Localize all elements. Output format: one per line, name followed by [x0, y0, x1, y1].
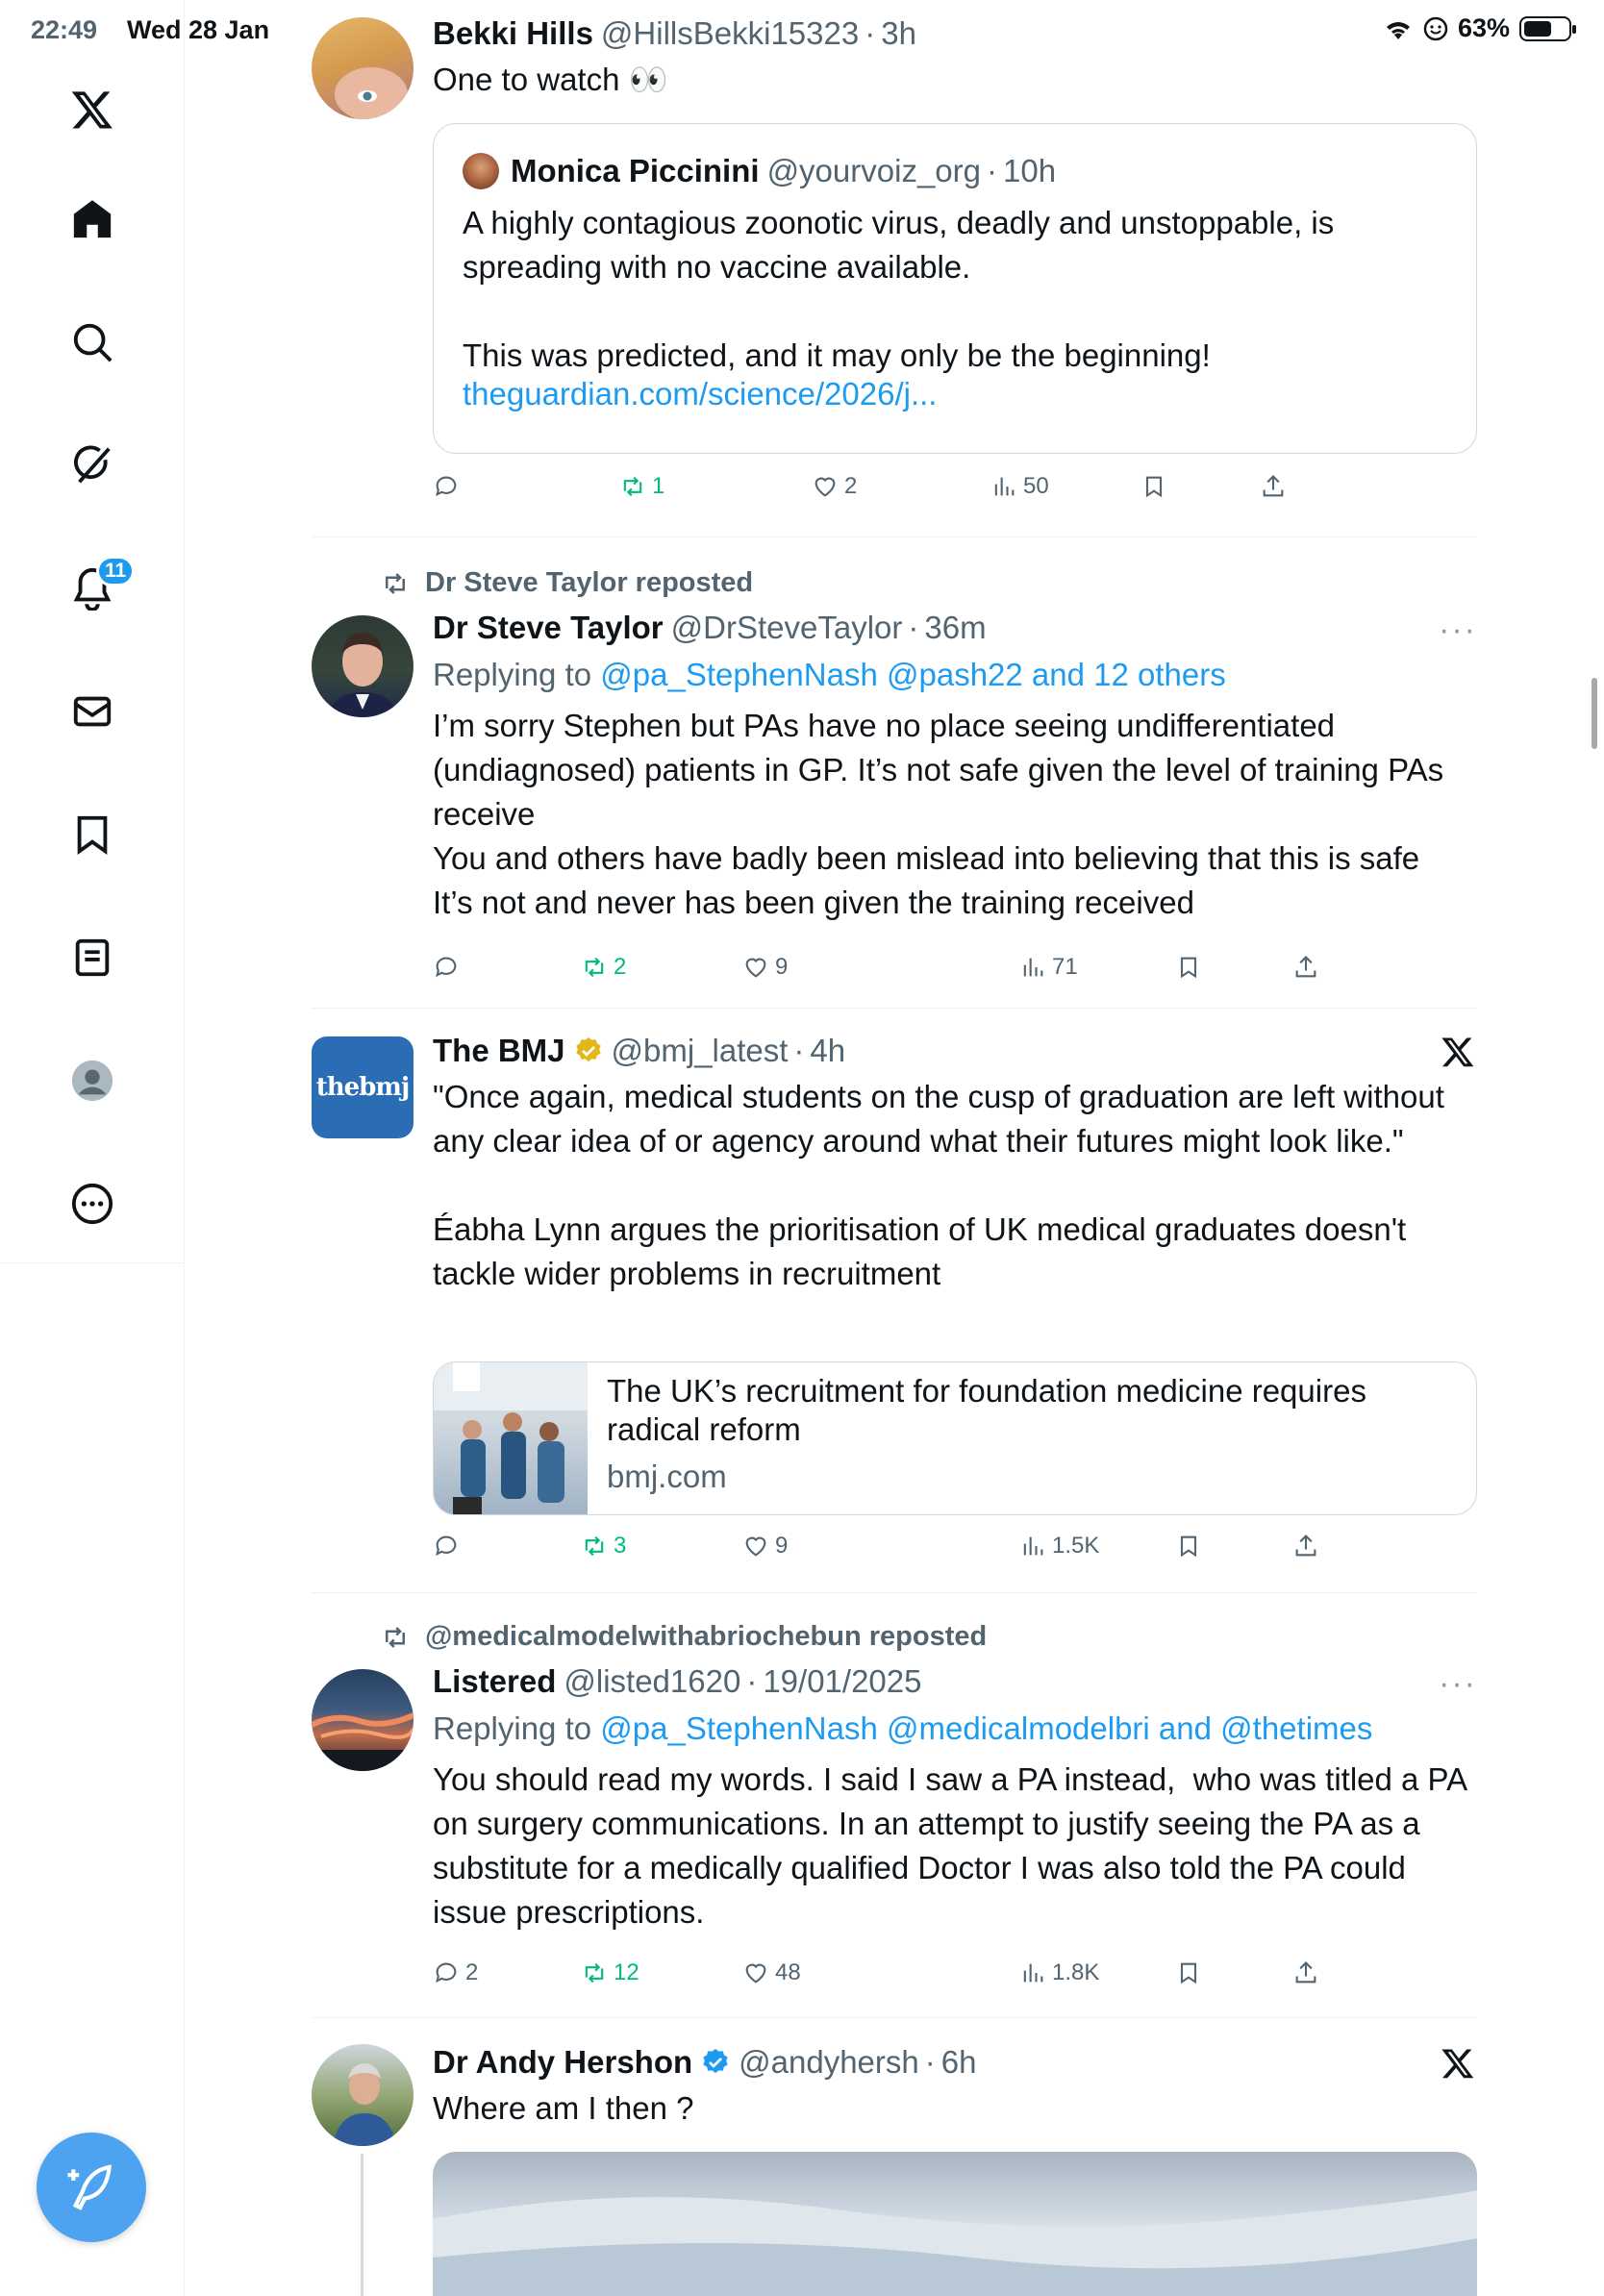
reply-button[interactable]: [433, 1959, 478, 1986]
view-count: 50: [1023, 473, 1049, 499]
repost-button[interactable]: [619, 473, 664, 500]
post-actions: [433, 1533, 1477, 1571]
x-logo-icon: [1441, 1035, 1475, 1069]
like-button[interactable]: [812, 473, 857, 500]
quoted-time: 10h: [1003, 153, 1057, 188]
views-chart-icon: [1019, 954, 1046, 981]
sidebar-divider: [0, 1262, 185, 1263]
author-name[interactable]: Bekki Hills: [433, 15, 593, 51]
bookmark-icon: [1175, 1959, 1202, 1986]
post-actions: [433, 473, 1477, 512]
bookmark-button[interactable]: [1175, 1533, 1202, 1560]
avatar[interactable]: [312, 2044, 414, 2146]
sidebar: [0, 0, 185, 2296]
heart-icon: [742, 1533, 769, 1560]
bookmark-button[interactable]: [1140, 473, 1167, 500]
separator-dot: ·: [793, 1033, 805, 1068]
gold-verified-badge-icon[interactable]: [573, 1036, 604, 1066]
battery-percent: 63%: [1457, 13, 1510, 42]
bookmark-button[interactable]: [1175, 954, 1202, 981]
share-icon: [1292, 1533, 1319, 1560]
link-card-domain: bmj.com: [607, 1459, 727, 1494]
share-button[interactable]: [1260, 473, 1287, 500]
author-name[interactable]: The BMJ: [433, 1033, 565, 1068]
views-button[interactable]: [990, 473, 1049, 500]
post-time[interactable]: 3h: [881, 15, 916, 51]
bookmark-icon: [1140, 473, 1167, 500]
post-time[interactable]: 19/01/2025: [763, 1663, 922, 1699]
date: Wed 28 Jan: [127, 15, 270, 44]
repost-count: 1: [652, 473, 665, 499]
separator-dot: ·: [908, 610, 919, 645]
repost-icon: [581, 1959, 608, 1986]
post-text: I’m sorry Stephen but PAs have no place seeing undifferentiated (undiagnosed) patients in GP. It’s not safe given the level of training PAs receive You and others have badly been mislead into believing that this is safe It’s not and never has been given the training received: [433, 708, 1444, 920]
link-card-title: The UK’s recruitment for foundation medicine requires radical reform: [607, 1373, 1366, 1447]
reply-icon: [433, 1533, 460, 1560]
reply-button[interactable]: [433, 473, 465, 500]
views-chart-icon: [1019, 1959, 1046, 1986]
home-icon[interactable]: [63, 190, 121, 248]
avatar[interactable]: [312, 1669, 414, 1771]
post-divider: [312, 1008, 1477, 1009]
separator-dot: ·: [924, 2044, 936, 2080]
post-divider: [312, 1592, 1477, 1593]
repost-indicator[interactable]: [381, 1621, 987, 1653]
repost-by: Dr Steve Taylor reposted: [425, 567, 754, 598]
avatar[interactable]: [312, 1036, 414, 1138]
more-options-button[interactable]: ···: [1439, 1665, 1477, 1702]
scrollbar[interactable]: [1591, 678, 1597, 749]
reply-icon: [433, 473, 460, 500]
quoted-link[interactable]: theguardian.com/science/2026/j...: [463, 376, 938, 412]
like-count: 9: [775, 954, 789, 980]
view-count: 1.8K: [1052, 1959, 1100, 1985]
link-card[interactable]: [433, 1361, 1477, 1515]
replying-to-prefix: Replying to: [433, 657, 592, 692]
compose-post-button[interactable]: [37, 2133, 146, 2242]
replying-to-handles[interactable]: @pa_StephenNash @pash22 and 12 others: [600, 657, 1226, 692]
quoted-author-name[interactable]: Monica Piccinini: [511, 153, 760, 188]
views-button[interactable]: [1019, 1959, 1099, 1986]
replying-to: [433, 654, 1477, 696]
separator-dot: ·: [746, 1663, 758, 1699]
clock: 22:49: [31, 15, 98, 44]
compose-feather-icon: [64, 2160, 118, 2214]
share-icon: [1260, 473, 1287, 500]
like-count: 2: [844, 473, 858, 499]
notifications-badge: 11: [96, 556, 135, 586]
post-media-image[interactable]: [433, 2152, 1477, 2296]
share-icon: [1292, 1959, 1319, 1986]
replying-to: [433, 1708, 1477, 1750]
post-actions: [433, 1959, 1477, 1998]
author-name[interactable]: Dr Andy Hershon: [433, 2044, 693, 2080]
reply-button[interactable]: [433, 1533, 465, 1560]
like-count: 9: [775, 1533, 789, 1559]
post-actions: [433, 954, 1477, 992]
author-handle[interactable]: @bmj_latest: [611, 1033, 789, 1068]
post-text: Where am I then ?: [433, 2090, 694, 2126]
reply-icon: [433, 1959, 460, 1986]
thread-line: [361, 2154, 363, 2296]
share-button[interactable]: [1292, 1533, 1319, 1560]
view-count: 1.5K: [1052, 1533, 1100, 1559]
more-options-button[interactable]: ···: [1439, 611, 1477, 648]
post-time[interactable]: 6h: [940, 2044, 977, 2080]
bookmarks-icon[interactable]: [63, 806, 121, 863]
author-handle[interactable]: @HillsBekki15323: [600, 15, 860, 51]
like-button[interactable]: [742, 1533, 788, 1560]
repost-button[interactable]: [581, 1533, 626, 1560]
repost-count: 3: [614, 1533, 627, 1559]
separator-dot: ·: [987, 153, 997, 188]
messages-icon[interactable]: [63, 683, 121, 740]
repost-icon: [381, 569, 410, 598]
repost-indicator[interactable]: [381, 567, 753, 599]
repost-button[interactable]: [581, 1959, 639, 1986]
views-chart-icon: [990, 473, 1017, 500]
bookmark-icon: [1175, 954, 1202, 981]
separator-dot: ·: [865, 15, 876, 51]
search-icon[interactable]: [63, 313, 121, 371]
author-handle[interactable]: @listed1620: [564, 1663, 741, 1699]
repost-icon: [581, 954, 608, 981]
like-count: 48: [775, 1959, 801, 1985]
share-icon: [1292, 954, 1319, 981]
bmj-logo-text: thebmj: [315, 1073, 410, 1102]
bookmark-button[interactable]: [1175, 1959, 1202, 1986]
heart-icon: [742, 1959, 769, 1986]
quoted-text: A highly contagious zoonotic virus, deadly and unstoppable, is spreading with no vaccine available. This was predicted, and it may only be the beginning!: [463, 205, 1335, 373]
views-chart-icon: [1019, 1533, 1046, 1560]
post-time[interactable]: 36m: [924, 610, 987, 645]
heart-icon: [812, 473, 839, 500]
share-button[interactable]: [1292, 1959, 1319, 1986]
x-logo-icon[interactable]: [63, 81, 121, 138]
repost-icon: [581, 1533, 608, 1560]
post-text: One to watch 👀: [433, 62, 668, 97]
repost-by: @medicalmodelwithabriochebun reposted: [425, 1621, 988, 1652]
share-button[interactable]: [1292, 954, 1319, 981]
replying-to-prefix: Replying to: [433, 1710, 592, 1746]
author-handle[interactable]: @DrSteveTaylor: [670, 610, 903, 645]
post-time[interactable]: 4h: [810, 1033, 846, 1068]
author-handle[interactable]: @andyhersh: [739, 2044, 919, 2080]
quoted-author-handle[interactable]: @yourvoiz_org: [766, 153, 981, 188]
post-text: You should read my words. I said I saw a PA instead, who was titled a PA on surgery communications. In an attempt to justify seeing the PA as a substitute for a medically qualified Doctor I was also told the PA could issue prescriptions.: [433, 1761, 1475, 1930]
heart-icon: [742, 954, 769, 981]
battery-icon: [1519, 16, 1571, 41]
repost-button[interactable]: [581, 954, 626, 981]
reply-count: 2: [465, 1959, 479, 1985]
like-button[interactable]: [742, 954, 788, 981]
grok-icon[interactable]: [63, 437, 121, 494]
repost-icon: [381, 1623, 410, 1652]
avatar[interactable]: [312, 17, 414, 119]
post-text: "Once again, medical students on the cusp of graduation are left without any clear idea of or agency around what their futures might look like." Éabha Lynn argues the prioritisation of UK medical graduates doesn't tackle wider problems in recruitment: [433, 1079, 1444, 1291]
profile-avatar-icon[interactable]: [63, 1052, 121, 1110]
quoted-avatar: [463, 153, 499, 189]
x-logo-icon: [1441, 2046, 1475, 2081]
lists-icon[interactable]: [63, 929, 121, 986]
like-button[interactable]: [742, 1959, 801, 1986]
author-name[interactable]: Dr Steve Taylor: [433, 610, 664, 645]
view-count: 71: [1052, 954, 1078, 980]
reply-icon: [433, 954, 460, 981]
repost-icon: [619, 473, 646, 500]
link-card-image: [434, 1362, 588, 1515]
more-circle-icon[interactable]: [63, 1175, 121, 1233]
replying-to-handles[interactable]: @pa_StephenNash @medicalmodelbri and @thetimes: [600, 1710, 1373, 1746]
bookmark-icon: [1175, 1533, 1202, 1560]
views-button[interactable]: [1019, 954, 1078, 981]
blue-verified-badge-icon[interactable]: [700, 2047, 731, 2078]
quoted-post[interactable]: [433, 123, 1477, 454]
reply-button[interactable]: [433, 954, 465, 981]
avatar[interactable]: [312, 615, 414, 717]
repost-count: 12: [614, 1959, 639, 1985]
views-button[interactable]: [1019, 1533, 1099, 1560]
post-divider: [312, 2017, 1477, 2018]
author-name[interactable]: Listered: [433, 1663, 557, 1699]
repost-count: 2: [614, 954, 627, 980]
